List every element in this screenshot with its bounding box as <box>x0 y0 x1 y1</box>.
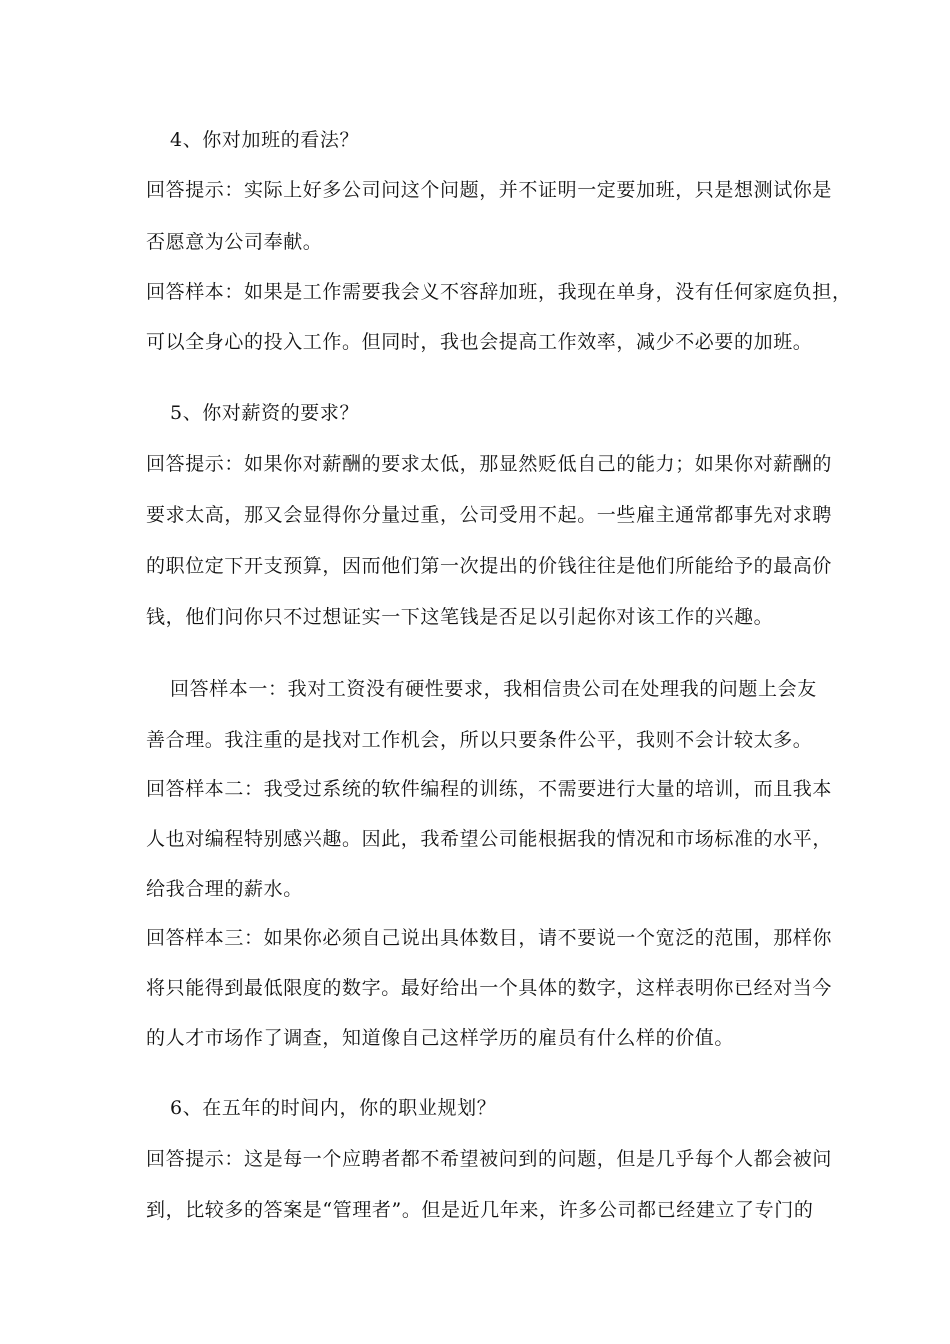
q5-hint-line-2: 要求太高，那又会显得你分量过重，公司受用不起。一些雇主通常都事先对求聘 <box>146 504 833 526</box>
q4-hint-line-1: 回答提示：实际上好多公司问这个问题，并不证明一定要加班，只是想测试你是 <box>146 179 833 201</box>
q5-sample-2-line-3: 给我合理的薪水。 <box>146 878 303 900</box>
q6-hint-line-2: 到，比较多的答案是“管理者”。但是近几年来，许多公司都已经建立了专门的 <box>146 1199 814 1221</box>
q5-sample-2-line-1: 回答样本二：我受过系统的软件编程的训练，不需要进行大量的培训，而且我本 <box>146 778 833 800</box>
question-5-heading: 5、你对薪资的要求？ <box>170 402 360 424</box>
q5-hint-line-1: 回答提示：如果你对薪酬的要求太低，那显然贬低自己的能力；如果你对薪酬的 <box>146 453 833 475</box>
q5-sample-1-line-2: 善合理。我注重的是找对工作机会，所以只要条件公平，我则不会计较太多。 <box>146 729 813 751</box>
q5-hint-line-4: 钱，他们问你只不过想证实一下这笔钱是否足以引起你对该工作的兴趣。 <box>146 606 774 628</box>
question-4-heading: 4、你对加班的看法？ <box>170 129 360 151</box>
q4-sample-line-1: 回答样本：如果是工作需要我会义不容辞加班，我现在单身，没有任何家庭负担， <box>146 281 852 303</box>
q5-sample-3-line-2: 将只能得到最低限度的数字。最好给出一个具体的数字，这样表明你已经对当今 <box>146 977 833 999</box>
q6-hint-line-1: 回答提示：这是每一个应聘者都不希望被问到的问题，但是几乎每个人都会被问 <box>146 1148 833 1170</box>
q5-sample-3-line-3: 的人才市场作了调查，知道像自己这样学历的雇员有什么样的价值。 <box>146 1027 735 1049</box>
q5-sample-1-line-1: 回答样本一：我对工资没有硬性要求，我相信贵公司在处理我的问题上会友 <box>170 678 817 700</box>
q4-hint-line-2: 否愿意为公司奉献。 <box>146 231 323 253</box>
q5-sample-3-line-1: 回答样本三：如果你必须自己说出具体数目，请不要说一个宽泛的范围，那样你 <box>146 927 833 949</box>
q5-hint-line-3: 的职位定下开支预算，因而他们第一次提出的价钱往往是他们所能给予的最高价 <box>146 555 833 577</box>
question-6-heading: 6、在五年的时间内，你的职业规划？ <box>170 1097 497 1119</box>
q4-sample-line-2: 可以全身心的投入工作。但同时，我也会提高工作效率，减少不必要的加班。 <box>146 331 813 353</box>
q5-sample-2-line-2: 人也对编程特别感兴趣。因此，我希望公司能根据我的情况和市场标准的水平， <box>146 828 833 850</box>
